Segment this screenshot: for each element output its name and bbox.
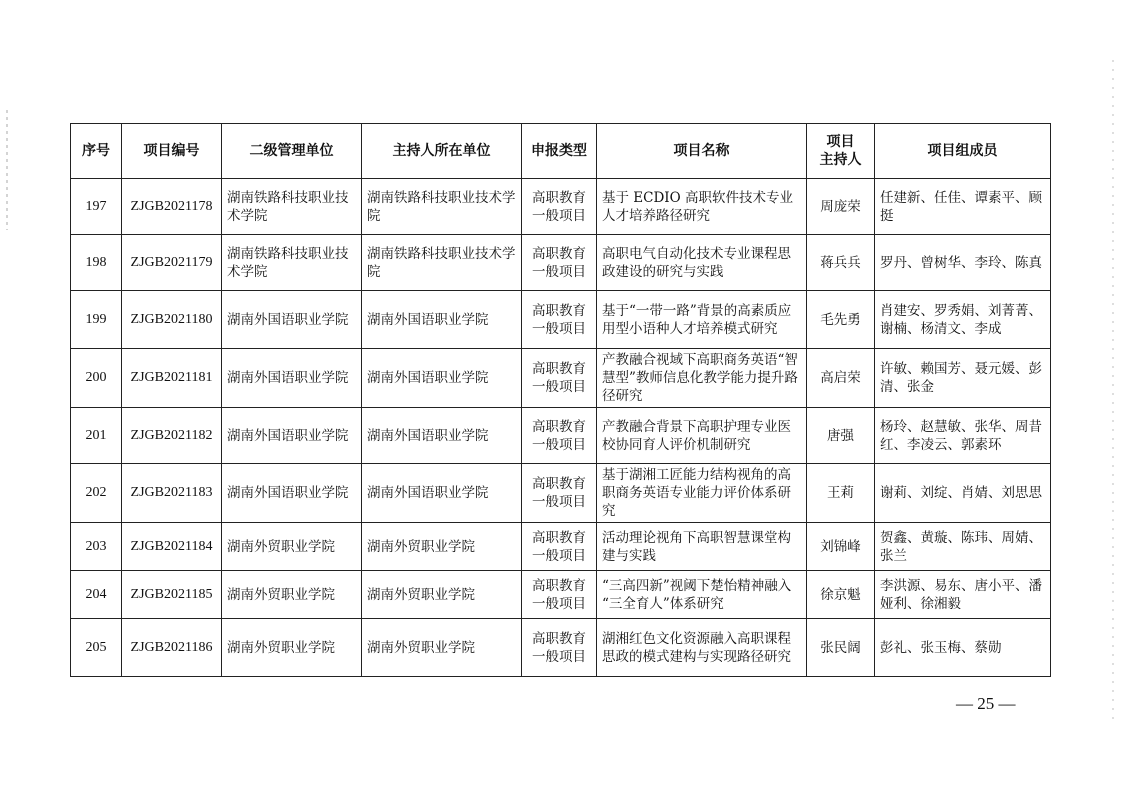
cell-members: 贺鑫、黄璇、陈玮、周婧、张兰 [875, 523, 1051, 571]
cell-host: 唐强 [807, 408, 875, 464]
header-host-unit: 主持人所在单位 [362, 124, 522, 179]
header-host [807, 124, 875, 179]
header-members: 项目组成员 [875, 124, 1051, 179]
cell-code: ZJGB2021186 [122, 619, 222, 677]
table-row [71, 291, 1051, 349]
cell-dept: 湖南外国语职业学院 [222, 291, 362, 349]
cell-seq: 199 [71, 291, 122, 349]
cell-members: 许敏、赖国芳、聂元媛、彭清、张金 [875, 349, 1051, 408]
cell-dept: 湖南铁路科技职业技术学院 [222, 235, 362, 291]
cell-host-unit: 湖南外贸职业学院 [362, 619, 522, 677]
cell-category: 高职教育一般项目 [522, 408, 597, 464]
cell-dept: 湖南铁路科技职业技术学院 [222, 179, 362, 235]
cell-host: 徐京魁 [807, 571, 875, 619]
cell-code: ZJGB2021185 [122, 571, 222, 619]
cell-host-unit: 湖南外国语职业学院 [362, 349, 522, 408]
cell-title: 产教融合背景下高职护理专业医校协同育人评价机制研究 [597, 408, 807, 464]
cell-category: 高职教育一般项目 [522, 571, 597, 619]
cell-category: 高职教育一般项目 [522, 523, 597, 571]
cell-host-unit: 湖南铁路科技职业技术学院 [362, 235, 522, 291]
cell-host-unit: 湖南外贸职业学院 [362, 571, 522, 619]
cell-code: ZJGB2021178 [122, 179, 222, 235]
cell-seq: 205 [71, 619, 122, 677]
header-title: 项目名称 [597, 124, 807, 179]
cell-host-unit: 湖南外国语职业学院 [362, 464, 522, 523]
cell-host: 张民阔 [807, 619, 875, 677]
cell-seq: 202 [71, 464, 122, 523]
cell-host: 毛先勇 [807, 291, 875, 349]
cell-category: 高职教育一般项目 [522, 349, 597, 408]
header-host-line1: 项目 [826, 134, 855, 150]
projects-table [70, 123, 1051, 677]
table-row [71, 408, 1051, 464]
cell-code: ZJGB2021184 [122, 523, 222, 571]
cell-dept: 湖南外贸职业学院 [222, 571, 362, 619]
cell-members: 谢莉、刘绽、肖婧、刘思思 [875, 464, 1051, 523]
header-host-line2: 主持人 [819, 152, 862, 168]
cell-dept: 湖南外国语职业学院 [222, 408, 362, 464]
cell-code: ZJGB2021180 [122, 291, 222, 349]
cell-members: 杨玲、赵慧敏、张华、周昔红、李凌云、郭素环 [875, 408, 1051, 464]
table-row [71, 523, 1051, 571]
table-row [71, 235, 1051, 291]
cell-host-unit: 湖南外国语职业学院 [362, 291, 522, 349]
cell-title: 高职电气自动化技术专业课程思政建设的研究与实践 [597, 235, 807, 291]
cell-host: 王莉 [807, 464, 875, 523]
cell-host: 蒋兵兵 [807, 235, 875, 291]
cell-code: ZJGB2021183 [122, 464, 222, 523]
cell-seq: 198 [71, 235, 122, 291]
cell-seq: 203 [71, 523, 122, 571]
header-dept: 二级管理单位 [222, 124, 362, 179]
cell-seq: 204 [71, 571, 122, 619]
cell-dept: 湖南外贸职业学院 [222, 619, 362, 677]
cell-seq: 200 [71, 349, 122, 408]
cell-host: 刘锦峰 [807, 523, 875, 571]
cell-category: 高职教育一般项目 [522, 291, 597, 349]
cell-host: 高启荣 [807, 349, 875, 408]
scan-edge-mark-right [1112, 60, 1114, 720]
cell-host-unit: 湖南外贸职业学院 [362, 523, 522, 571]
cell-members: 任建新、任佳、谭素平、顾挺 [875, 179, 1051, 235]
cell-host-unit: 湖南外国语职业学院 [362, 408, 522, 464]
cell-code: ZJGB2021181 [122, 349, 222, 408]
cell-dept: 湖南外贸职业学院 [222, 523, 362, 571]
cell-host: 周庞荣 [807, 179, 875, 235]
header-code: 项目编号 [122, 124, 222, 179]
header-seq: 序号 [71, 124, 122, 179]
scan-edge-mark-left [6, 110, 8, 230]
cell-category: 高职教育一般项目 [522, 179, 597, 235]
header-category: 申报类型 [522, 124, 597, 179]
cell-seq: 197 [71, 179, 122, 235]
table-header-row [71, 124, 1051, 179]
cell-members: 李洪源、易东、唐小平、潘娅利、徐湘毅 [875, 571, 1051, 619]
cell-dept: 湖南外国语职业学院 [222, 349, 362, 408]
cell-members: 罗丹、曾树华、李玲、陈真 [875, 235, 1051, 291]
cell-title: “三高四新”视阈下楚怡精神融入 “三全育人”体系研究 [597, 571, 807, 619]
cell-category: 高职教育一般项目 [522, 619, 597, 677]
table-row [71, 464, 1051, 523]
cell-members: 彭礼、张玉梅、蔡勋 [875, 619, 1051, 677]
cell-title: 产教融合视域下高职商务英语“智慧型”教师信息化教学能力提升路径研究 [597, 349, 807, 408]
table-row [71, 179, 1051, 235]
cell-title: 湖湘红色文化资源融入高职课程思政的模式建构与实现路径研究 [597, 619, 807, 677]
cell-host-unit: 湖南铁路科技职业技术学院 [362, 179, 522, 235]
table-row [71, 571, 1051, 619]
cell-category: 高职教育一般项目 [522, 464, 597, 523]
cell-seq: 201 [71, 408, 122, 464]
cell-title: 活动理论视角下高职智慧课堂构建与实践 [597, 523, 807, 571]
cell-code: ZJGB2021179 [122, 235, 222, 291]
cell-title: 基于“一带一路”背景的高素质应用型小语种人才培养模式研究 [597, 291, 807, 349]
table-row [71, 619, 1051, 677]
cell-dept: 湖南外国语职业学院 [222, 464, 362, 523]
cell-category: 高职教育一般项目 [522, 235, 597, 291]
cell-code: ZJGB2021182 [122, 408, 222, 464]
cell-title: 基于湖湘工匠能力结构视角的高职商务英语专业能力评价体系研究 [597, 464, 807, 523]
cell-title: 基于 ECDIO 高职软件技术专业人才培养路径研究 [597, 179, 807, 235]
cell-members: 肖建安、罗秀娟、刘菁菁、谢楠、杨清文、李成 [875, 291, 1051, 349]
table-row [71, 349, 1051, 408]
page-number: — 25 — [956, 694, 1016, 713]
